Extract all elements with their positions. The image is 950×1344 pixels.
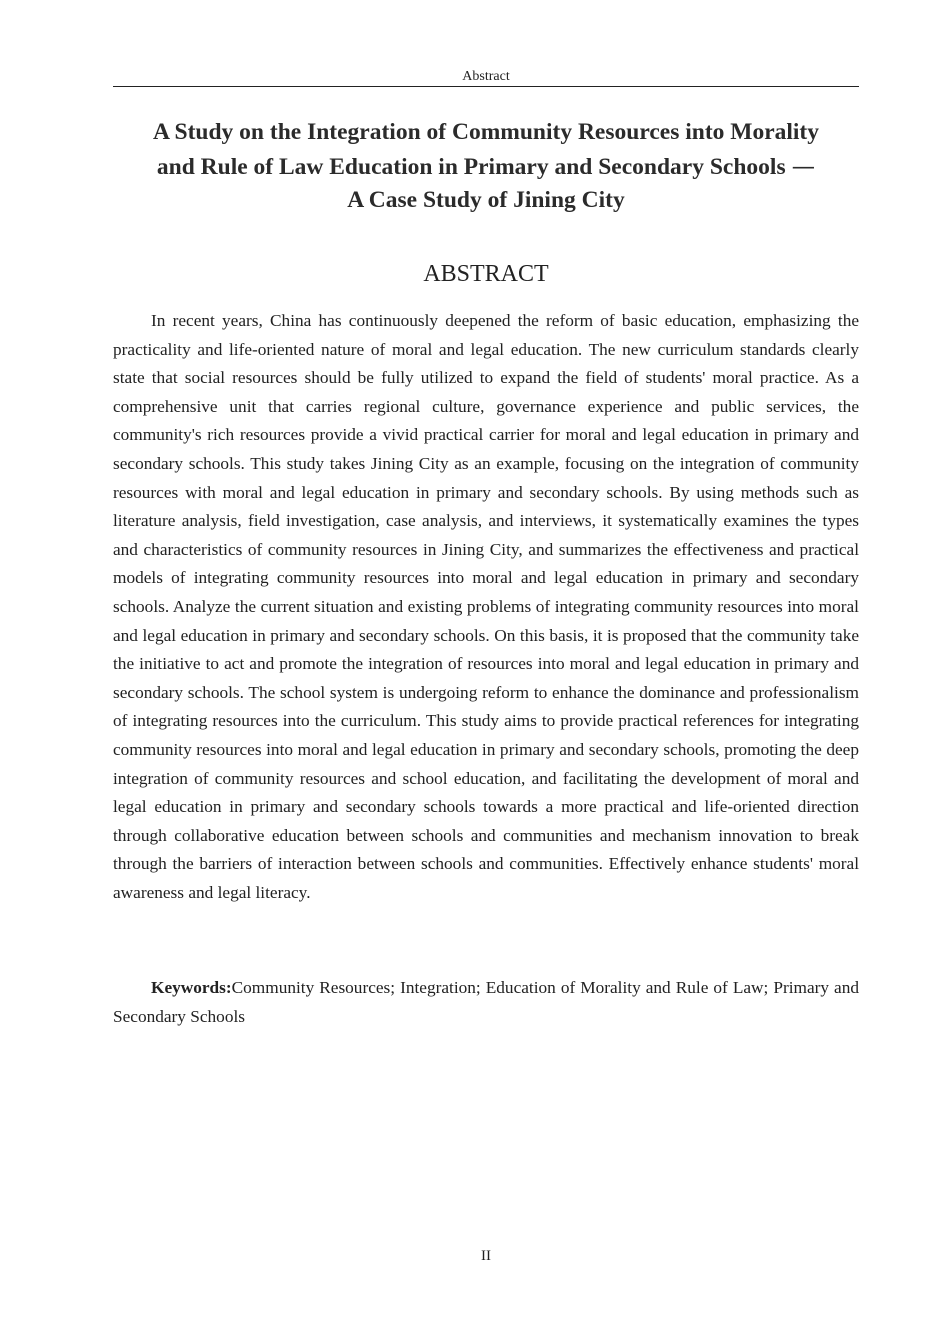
- thesis-title: [113, 116, 859, 218]
- keywords-label: Keywords:: [151, 978, 232, 997]
- title-line-2: and Rule of Law Education in Primary and Secondary Schools: [156, 153, 786, 180]
- keywords-text: Community Resources; Integration; Education of Morality and Rule of Law; Primary and Secondary Schools: [113, 978, 859, 1026]
- page-number: II: [481, 1248, 491, 1264]
- keywords-paragraph: [113, 974, 859, 1031]
- abstract-body: In recent years, China has continuously deepened the reform of basic education, emphasizing the practicality and life-oriented nature of moral and legal education. The new curriculum standards clearly state that social resources should be fully utilized to expand the field of students' moral practice. As a comprehensive unit that carries regional culture, governance experience and public services, the community's rich resources provide a vivid practical carrier for moral and legal education in primary and secondary schools. This study takes Jining City as an example, focusing on the integration of community resources with moral and legal education in primary and secondary schools. By using methods such as literature analysis, field investigation, case analysis, and interviews, it systematically examines the types and characteristics of community resources in Jining City, and summarizes the effectiveness and practical models of integrating community resources into moral and legal education in primary and secondary schools. Analyze the current situation and existing problems of integrating community resources into moral and legal education in primary and secondary schools. On this basis, it is proposed that the community take the initiative to act and promote the integration of resources into moral and legal education in primary and secondary schools. The school system is undergoing reform to enhance the dominance and professionalism of integrating resources into the curriculum. This study aims to provide practical references for integrating community resources into moral and legal education in primary and secondary schools, promoting the deep integration of community resources and school education, and facilitating the development of moral and legal education in primary and secondary schools towards a more practical and life-oriented direction through collaborative education between schools and communities and mechanism innovation to break through the barriers of interaction between schools and communities. Effectively enhance students' moral awareness and legal literacy.: [113, 311, 859, 902]
- title-dash: —: [791, 151, 816, 180]
- abstract-heading: ABSTRACT: [423, 261, 549, 287]
- header-rule: [113, 86, 859, 87]
- running-header: Abstract: [462, 69, 510, 84]
- title-line-3: A Case Study of Jining City: [347, 187, 625, 213]
- title-line-1: A Study on the Integration of Community Resources into Morality: [152, 119, 820, 145]
